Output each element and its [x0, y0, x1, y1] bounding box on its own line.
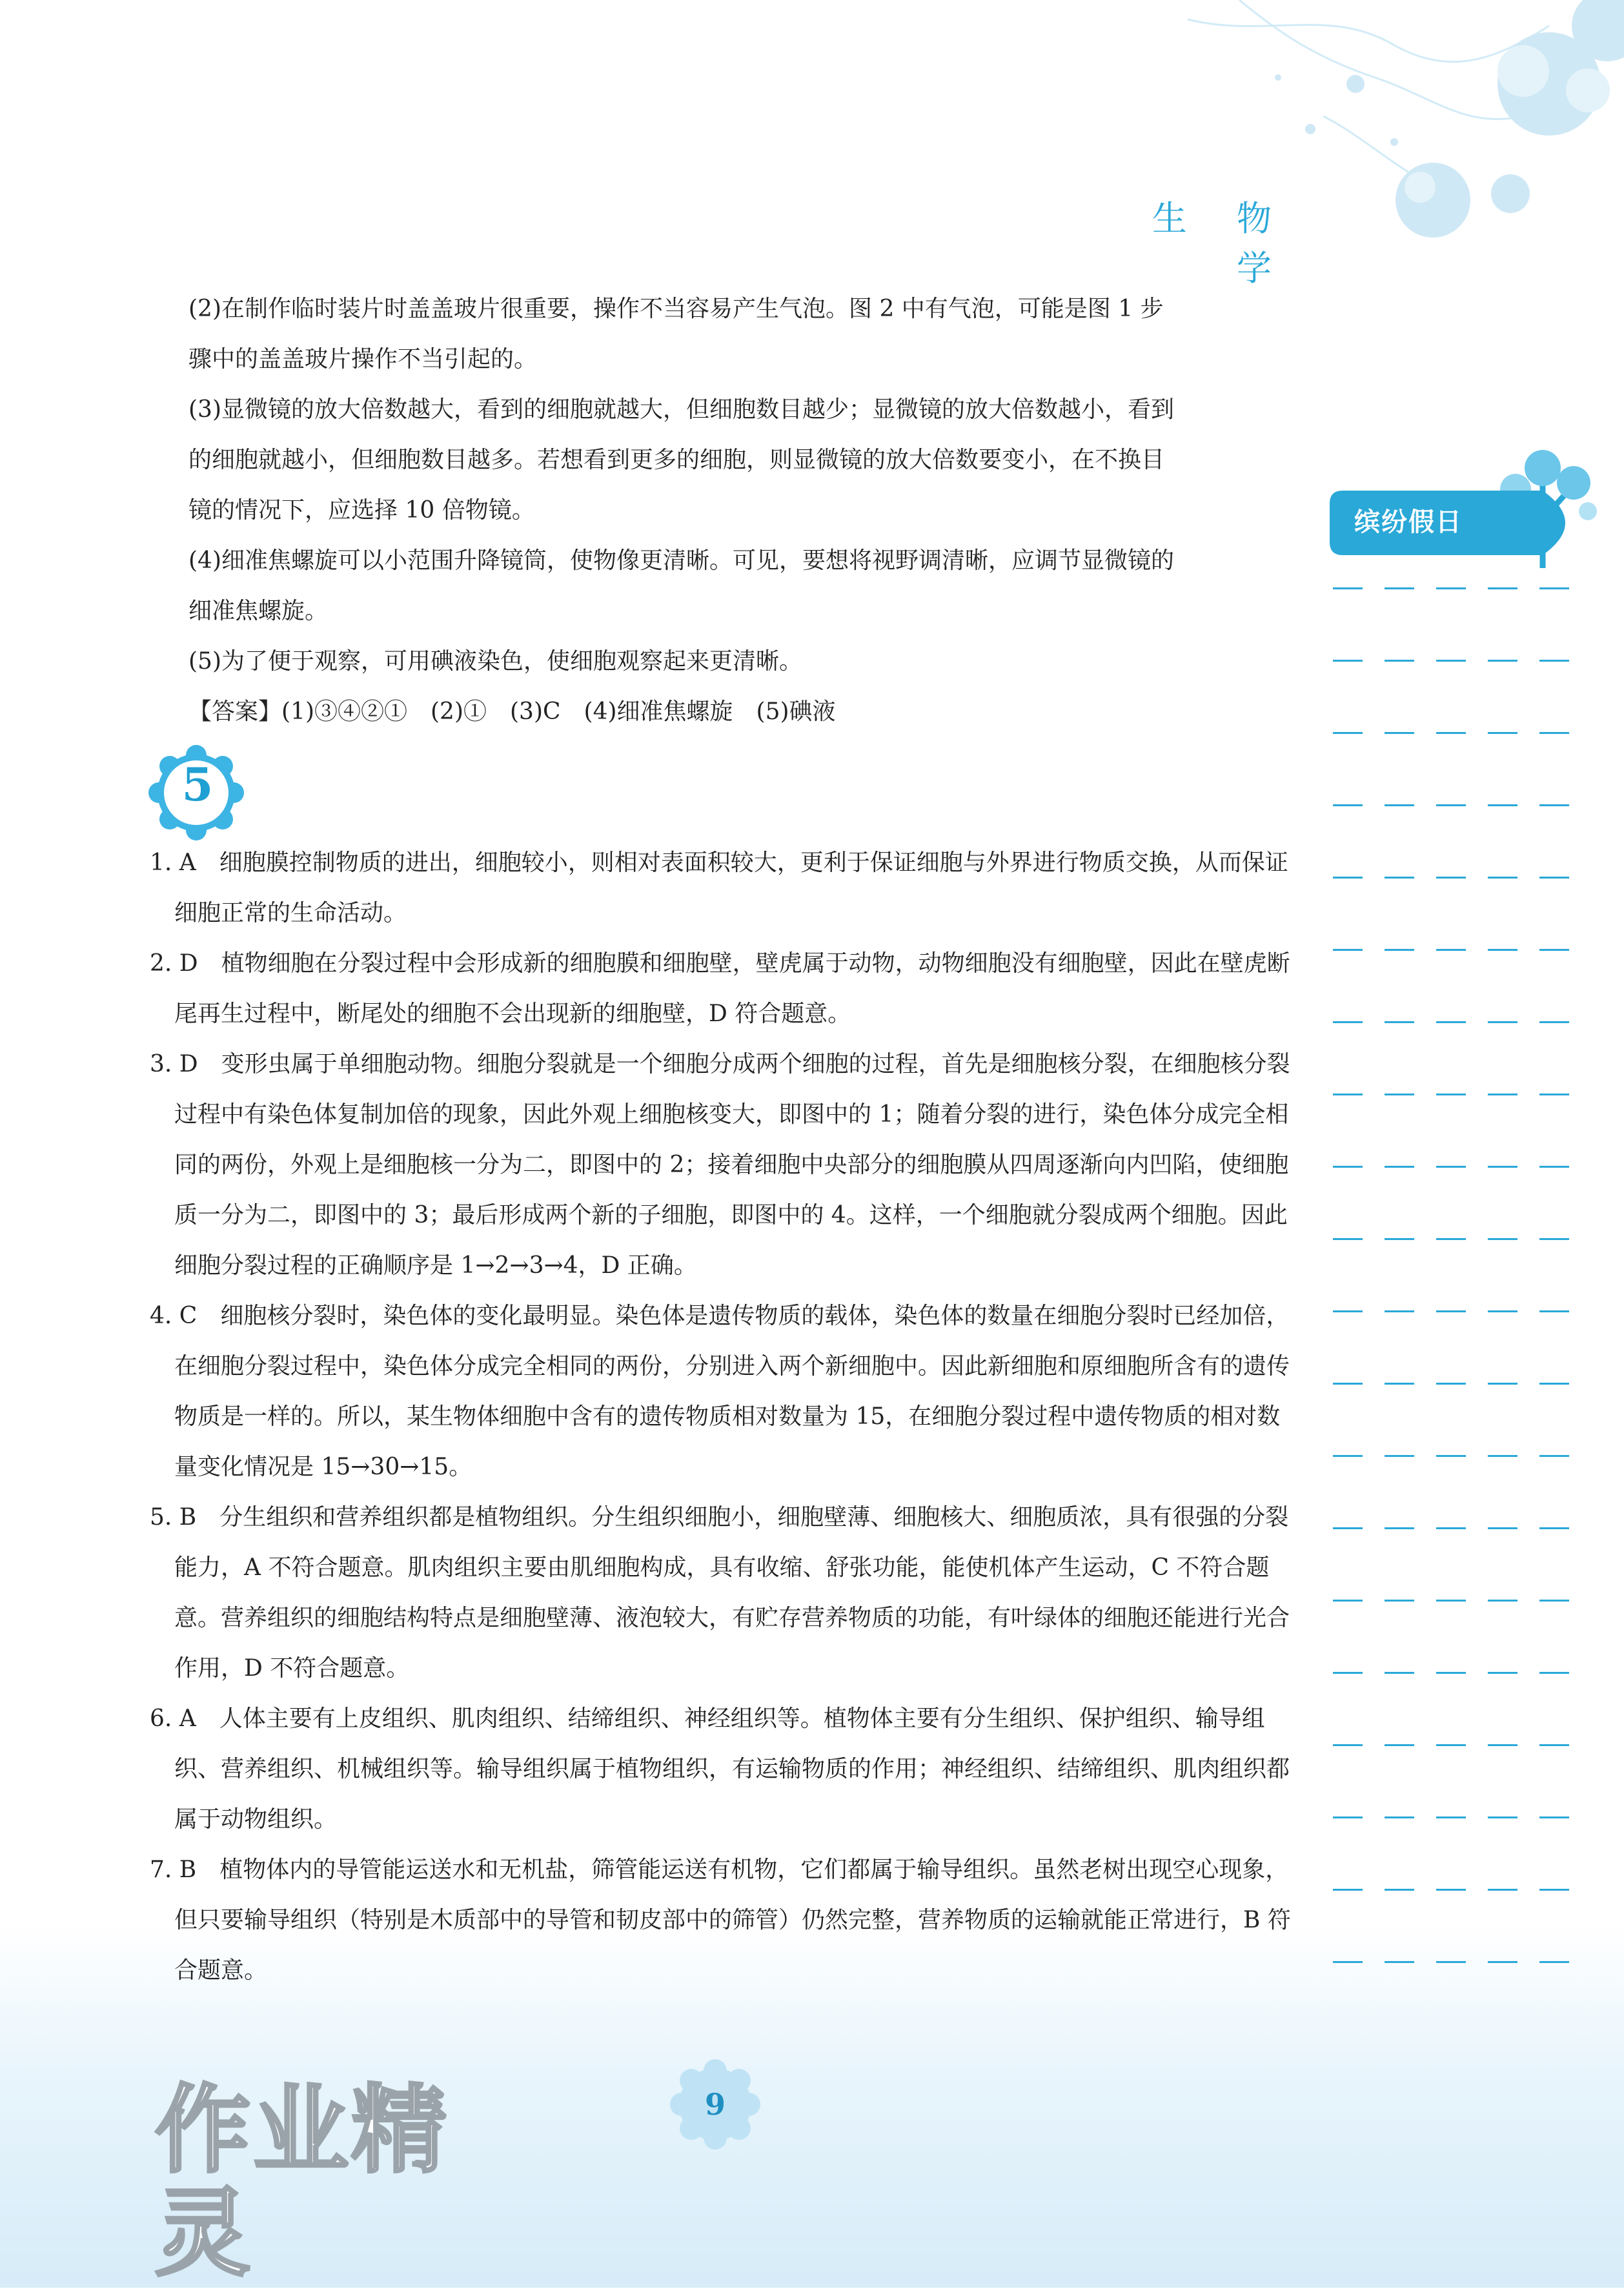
main-content	[150, 284, 1292, 1996]
paragraph-line: (5)为了便于观察，可用碘液染色，使细胞观察起来更清晰。	[188, 648, 802, 675]
answer-line: 【答案】(1)③④②① (2)① (3)C (4)细准焦螺旋 (5)碘液	[188, 698, 836, 725]
note-lines	[1333, 549, 1591, 1982]
paragraph-line: (3)显微镜的放大倍数越大，看到的细胞就越大，但细胞数目越少；显微镜的放大倍数越小，看到	[188, 396, 1174, 423]
paragraph-line: (2)在制作临时装片时盖盖玻片很重要，操作不当容易产生气泡。图 2 中有气泡，可能是图 1 步	[188, 296, 1164, 322]
answer-item: 5. B 分生组织和营养组织都是植物组织。分生组织细胞小，细胞壁薄、细胞核大、细胞质浓，具有很强的分裂能力，A 不符合题意。肌肉组织主要由肌细胞构成，具有收缩、舒张功能，能使机体产生运动，C 不符合题意。营养组织的细胞结构特点是细胞壁薄、液泡较大，有贮存营养物质的功能，有叶绿体的细胞还能进行光合作用，D 不符合题意。	[150, 1504, 1290, 1682]
paragraph-line: 骤中的盖盖玻片操作不当引起的。	[188, 346, 538, 372]
paragraph-line: (4)细准焦螺旋可以小范围升降镜筒，使物像更清晰。可见，要想将视野调清晰，应调节显微镜的	[188, 547, 1174, 574]
answer-item: 4. C 细胞核分裂时，染色体的变化最明显。染色体是遗传物质的载体，染色体的数量在细胞分裂时已经加倍，在细胞分裂过程中，染色体分成完全相同的两份，分别进入两个新细胞中。因此新细胞和原细胞所含有的遗传物质是一样的。所以，某生物体细胞中含有的遗传物质相对数量为 15，在细胞分裂过程中遗传物质的相对数量变化情况是 15→30→15。	[150, 1303, 1290, 1480]
side-tab-label: 缤纷假日	[1354, 507, 1463, 537]
answer-item: 7. B 植物体内的导管能运送水和无机盐，筛管能运送有机物，它们都属于输导组织。虽然老树出现空心现象，但只要输导组织（特别是木质部中的导管和韧皮部中的筛管）仍然完整，营养物质的运输就能正常进行，B 符合题意。	[150, 1857, 1291, 1984]
answer-item: 2. D 植物细胞在分裂过程中会形成新的细胞膜和细胞壁，壁虎属于动物，动物细胞没有细胞壁，因此在壁虎断尾再生过程中，断尾处的细胞不会出现新的细胞壁，D 符合题意。	[150, 950, 1290, 1027]
page-number: 9	[704, 2087, 726, 2122]
answer-item: 6. A 人体主要有上皮组织、肌肉组织、结缔组织、神经组织等。植物体主要有分生组织、保护组织、输导组织、营养组织、机械组织等。输导组织属于植物组织，有运输物质的作用；神经组织、结缔组织、肌肉组织都属于动物组织。	[150, 1705, 1290, 1833]
paragraph-line: 镜的情况下，应选择 10 倍物镜。	[188, 497, 535, 524]
answer-item: 3. D 变形虫属于单细胞动物。细胞分裂就是一个细胞分成两个细胞的过程，首先是细胞核分裂，在细胞核分裂过程中有染色体复制加倍的现象，因此外观上细胞核变大，即图中的 1；随着分裂的进行，染色体分成完全相同的两份，外观上是细胞核一分为二，即图中的 2；接着细胞中央部分的细胞膜从四周逐渐向内凹陷，使细胞质一分为二，即图中的 3；最后形成两个新的子细胞，即图中的 4。这样，一个细胞就分裂成两个细胞。因此细胞分裂过程的正确顺序是 1→2→3→4，D 正确。	[150, 1051, 1290, 1279]
section-badge-row	[150, 737, 1292, 838]
section-number: 5	[181, 758, 214, 811]
watermark-text: 作业精灵	[155, 2075, 449, 2289]
subject-title: 生 物 学	[1152, 198, 1291, 289]
paragraph-line: 细准焦螺旋。	[188, 598, 329, 624]
answer-item: 1. A 细胞膜控制物质的进出，细胞较小，则相对表面积较大，更利于保证细胞与外界进行物质交换，从而保证细胞正常的生命活动。	[150, 849, 1288, 926]
paragraph-line: 的细胞就越小，但细胞数目越多。若想看到更多的细胞，则显微镜的放大倍数要变小，在不换目	[188, 447, 1165, 473]
